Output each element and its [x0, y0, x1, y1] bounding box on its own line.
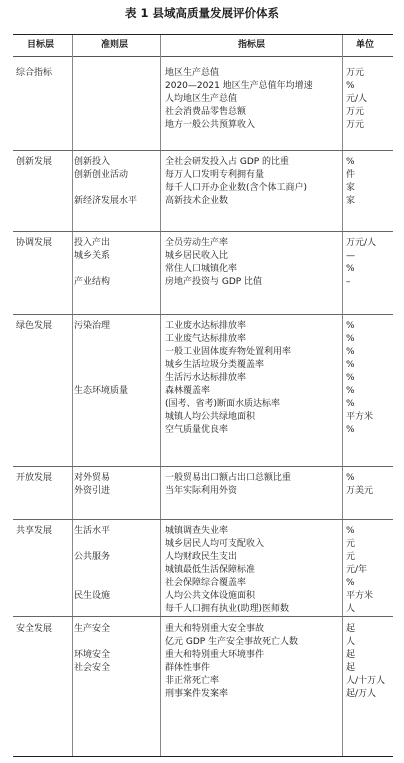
indicator-layer-cell — [165, 320, 291, 437]
unit-text: 件 — [346, 170, 356, 180]
indicator-text: 人均财政民生支出 — [165, 552, 238, 562]
criteria-text — [74, 411, 128, 424]
criteria-text: 生态环境质量 — [74, 386, 129, 396]
indicator-layer-cell — [165, 156, 307, 208]
indicator-layer-cell — [165, 67, 313, 132]
table-header-row — [13, 35, 393, 57]
indicator-text: 城镇人均公共绿地面积 — [165, 412, 256, 422]
unit-text: % — [346, 81, 355, 91]
criteria-text — [74, 333, 128, 346]
target-layer-cell — [16, 623, 52, 636]
indicator-layer-cell — [165, 525, 289, 616]
indicator-text: 工业废气达标排放率 — [165, 334, 247, 344]
header-criteria-layer: 准则层 — [101, 40, 129, 50]
criteria-text — [74, 636, 110, 649]
unit-text: 家 — [346, 183, 356, 193]
unit-text: — — [346, 251, 355, 261]
header-target-layer: 目标层 — [27, 40, 55, 50]
unit-text: % — [346, 360, 355, 370]
unit-text: 人 — [346, 637, 356, 647]
criteria-text: 生活水平 — [74, 526, 111, 536]
unit-text: 万元 — [346, 68, 365, 78]
table-row — [13, 150, 393, 232]
criteria-text: 污染治理 — [74, 321, 111, 331]
unit-text: 元/年 — [346, 565, 368, 575]
criteria-layer-cell — [74, 623, 110, 701]
indicator-text: 每万人口发明专利拥有量 — [165, 170, 265, 180]
criteria-text — [74, 603, 110, 616]
unit-text: 家 — [346, 196, 356, 206]
unit-text: – — [346, 277, 351, 287]
criteria-text: 创新创业活动 — [74, 170, 129, 180]
criteria-layer-cell — [74, 156, 137, 208]
unit-text: % — [346, 425, 355, 435]
header-indicator-layer: 指标层 — [238, 40, 266, 50]
table-row — [13, 57, 393, 151]
criteria-layer-cell — [74, 320, 128, 437]
indicator-text: 全员劳动生产率 — [165, 238, 229, 248]
unit-text: % — [346, 373, 355, 383]
criteria-text — [74, 538, 110, 551]
indicator-text: 城乡居民收入比 — [165, 251, 229, 261]
indicator-text: 地区生产总值 — [165, 68, 220, 78]
unit-text: 万元/人 — [346, 238, 377, 248]
indicator-text: 一般工业固体废弃物处置利用率 — [165, 347, 292, 357]
criteria-text: 公共服务 — [74, 552, 111, 562]
unit-text: % — [346, 473, 355, 483]
criteria-layer-cell — [74, 472, 110, 498]
target-layer-text: 安全发展 — [16, 624, 53, 634]
indicator-text: (国考、省考)断面水质达标率 — [165, 399, 281, 409]
indicator-text: 地方一般公共预算收入 — [165, 120, 256, 130]
unit-text: 起 — [346, 650, 356, 660]
target-layer-text: 综合指标 — [16, 68, 53, 78]
indicator-text: 一般贸易出口额占出口总额比重 — [165, 473, 292, 483]
criteria-text — [74, 577, 110, 590]
criteria-text: 新经济发展水平 — [74, 196, 138, 206]
table-row — [13, 519, 393, 617]
unit-text: 人 — [346, 604, 356, 614]
criteria-text — [74, 182, 137, 195]
indicator-text: 每千人口拥有执业(助理)医师数 — [165, 604, 290, 614]
indicator-text: 亿元 GDP 生产安全事故死亡人数 — [165, 637, 299, 647]
unit-text: % — [346, 578, 355, 588]
indicator-text: 城镇最低生活保障标准 — [165, 565, 256, 575]
criteria-text: 环境安全 — [74, 650, 111, 660]
target-layer-text: 开放发展 — [16, 473, 53, 483]
criteria-text — [74, 564, 110, 577]
unit-text: 元/人 — [346, 94, 368, 104]
criteria-text — [74, 688, 110, 701]
indicator-text: 常住人口城镇化率 — [165, 264, 238, 274]
unit-text: 万元 — [346, 107, 365, 117]
unit-text: % — [346, 321, 355, 331]
unit-text: % — [346, 264, 355, 274]
criteria-text: 生产安全 — [74, 624, 111, 634]
unit-cell — [346, 623, 385, 701]
indicator-text: 社会消费品零售总额 — [165, 107, 247, 117]
unit-cell — [346, 525, 373, 616]
unit-text: % — [346, 399, 355, 409]
indicator-text: 当年实际利用外资 — [165, 486, 238, 496]
unit-text: 元 — [346, 552, 356, 562]
unit-text: 万美元 — [346, 486, 374, 496]
criteria-text: 社会安全 — [74, 663, 111, 673]
unit-text: % — [346, 157, 355, 167]
criteria-text — [74, 398, 128, 411]
target-layer-text: 创新发展 — [16, 157, 53, 167]
criteria-text — [74, 263, 110, 276]
unit-text: % — [346, 347, 355, 357]
criteria-text: 民生设施 — [74, 591, 111, 601]
unit-cell — [346, 237, 376, 289]
unit-text: % — [346, 386, 355, 396]
indicator-text: 社会保障综合覆盖率 — [165, 578, 247, 588]
target-layer-cell — [16, 525, 52, 538]
criteria-text: 投入产出 — [74, 238, 111, 248]
criteria-text — [74, 346, 128, 359]
indicator-text: 城镇调查失业率 — [165, 526, 229, 536]
indicator-text: 刑事案件发案率 — [165, 689, 229, 699]
indicator-text: 全社会研发投入占 GDP 的比重 — [165, 157, 290, 167]
criteria-layer-cell — [74, 237, 110, 289]
target-layer-text: 协调发展 — [16, 238, 53, 248]
unit-text: 元 — [346, 539, 356, 549]
unit-text: 平方米 — [346, 412, 374, 422]
unit-text: 起 — [346, 663, 356, 673]
indicator-text: 城乡居民人均可支配收入 — [165, 539, 265, 549]
indicator-text: 每千人口开办企业数(含个体工商户) — [165, 183, 308, 193]
unit-text: 平方米 — [346, 591, 374, 601]
table-row — [13, 231, 393, 315]
target-layer-cell — [16, 472, 52, 485]
indicator-text: 城乡生活垃圾分类覆盖率 — [165, 360, 265, 370]
indicator-text: 生活污水达标排放率 — [165, 373, 247, 383]
target-layer-text: 绿色发展 — [16, 321, 53, 331]
indicator-layer-cell — [165, 623, 298, 701]
criteria-text — [74, 372, 128, 385]
unit-cell — [346, 67, 367, 132]
criteria-text: 外资引进 — [74, 486, 111, 496]
criteria-text: 对外贸易 — [74, 473, 111, 483]
indicator-text: 高新技术企业数 — [165, 196, 229, 206]
indicator-text: 人均地区生产总值 — [165, 94, 238, 104]
indicator-text: 森林覆盖率 — [165, 386, 211, 396]
table-row — [13, 616, 393, 756]
target-layer-cell — [16, 320, 52, 333]
indicator-text: 房地产投资与 GDP 比值 — [165, 277, 263, 287]
criteria-text: 创新投入 — [74, 157, 111, 167]
unit-cell — [346, 156, 355, 208]
header-unit: 单位 — [356, 40, 375, 50]
indicator-text: 群体性事件 — [165, 663, 211, 673]
indicator-text: 人均公共文体设施面积 — [165, 591, 256, 601]
unit-text: 起/万人 — [346, 689, 377, 699]
unit-text: 起 — [346, 624, 356, 634]
indicator-text: 空气质量优良率 — [165, 425, 229, 435]
target-layer-cell — [16, 156, 52, 169]
unit-text: % — [346, 334, 355, 344]
criteria-text: 城乡关系 — [74, 251, 111, 261]
criteria-text — [74, 675, 110, 688]
indicator-layer-cell — [165, 237, 262, 289]
table-row — [13, 314, 393, 467]
target-layer-cell — [16, 237, 52, 250]
target-layer-cell — [16, 67, 52, 80]
unit-text: 万元 — [346, 120, 365, 130]
table-title: 表 1 县域高质量发展评价体系 — [124, 6, 279, 20]
table-row — [13, 466, 393, 520]
target-layer-text: 共享发展 — [16, 526, 53, 536]
indicator-text: 重大和特别重大安全事故 — [165, 624, 265, 634]
indicator-layer-cell — [165, 472, 291, 498]
indicator-text: 工业废水达标排放率 — [165, 321, 247, 331]
unit-text: 人/十万人 — [346, 676, 386, 686]
unit-cell — [346, 320, 373, 437]
criteria-layer-cell — [74, 525, 110, 616]
indicator-text: 2020—2021 地区生产总值年均增速 — [165, 81, 313, 91]
indicator-text: 非正常死亡率 — [165, 676, 220, 686]
unit-text: % — [346, 526, 355, 536]
criteria-text: 产业结构 — [74, 277, 111, 287]
evaluation-table — [13, 34, 393, 757]
unit-cell — [346, 472, 373, 498]
criteria-text — [74, 424, 128, 437]
criteria-text — [74, 359, 128, 372]
indicator-text: 重大和特别重大环境事件 — [165, 650, 265, 660]
